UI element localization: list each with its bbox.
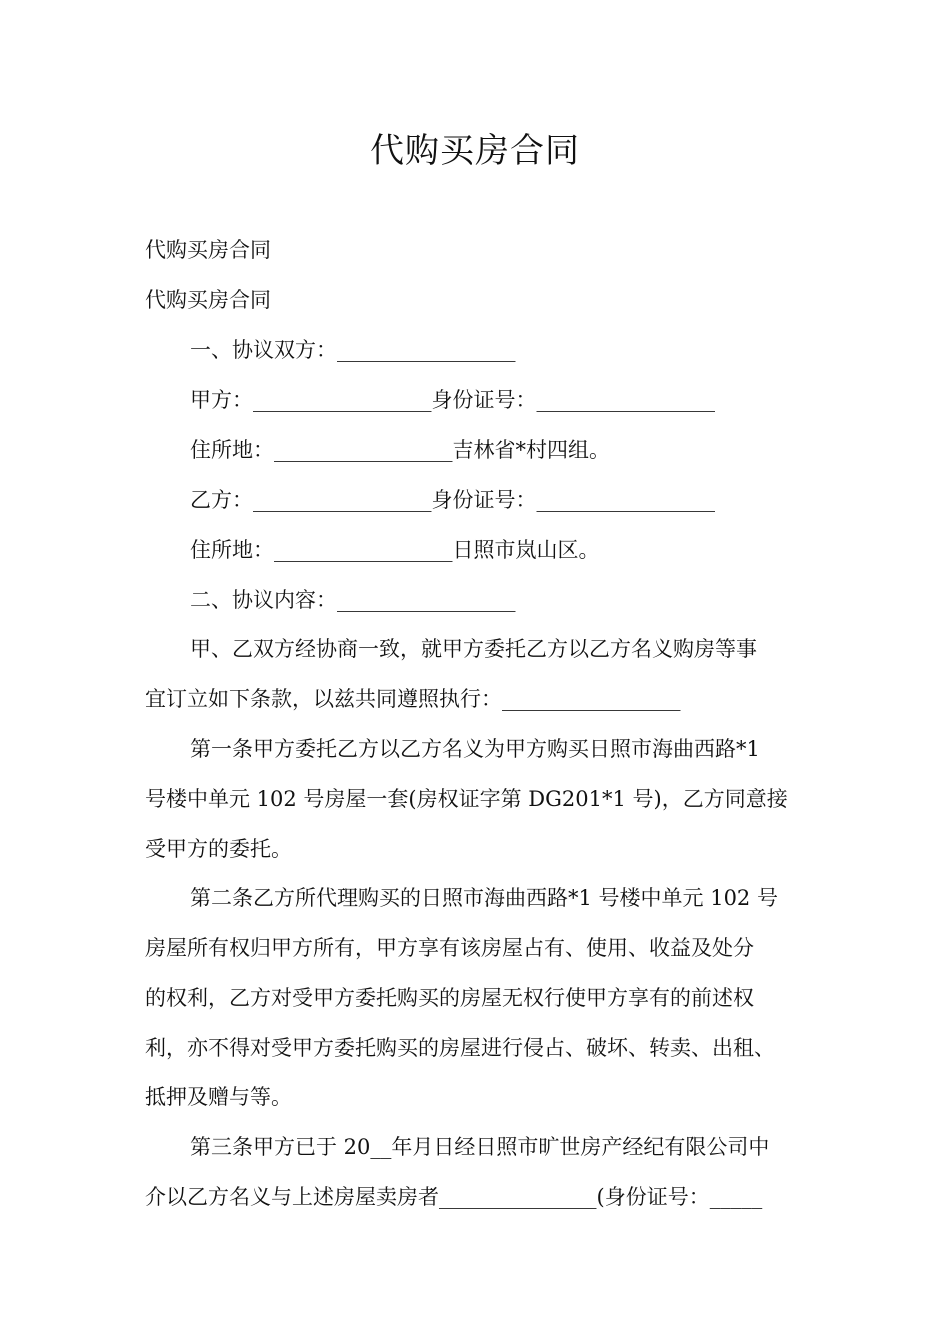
party-b-line: 乙方：_________________身份证号：_________________ [190, 488, 715, 512]
paragraph-line: 的权利，乙方对受甲方委托购买的房屋无权行使甲方享有的前述权 [145, 986, 754, 1010]
subtitle-line-2: 代购买房合同 [145, 288, 271, 312]
paragraph-line: 介以乙方名义与上述房屋卖房者_______________(身份证号：_____ [145, 1185, 763, 1209]
party-a-line: 甲方：_________________身份证号：_________________ [190, 388, 715, 412]
paragraph-line: 房屋所有权归甲方所有，甲方享有该房屋占有、使用、收益及处分 [145, 936, 754, 960]
paragraph-line: 受甲方的委托。 [145, 837, 292, 861]
section-parties-heading: 一、协议双方：_________________ [190, 338, 516, 362]
document-title: 代购买房合同 [370, 131, 580, 171]
party-a-address-line: 住所地：_________________吉林省*村四组。 [190, 438, 610, 462]
paragraph-line: 甲、乙双方经协商一致，就甲方委托乙方以乙方名义购房等事 [190, 637, 757, 661]
paragraph-line: 利，亦不得对受甲方委托购买的房屋进行侵占、破坏、转卖、出租、 [145, 1036, 775, 1060]
paragraph-line: 宜订立如下条款，以兹共同遵照执行：_________________ [145, 687, 681, 711]
subtitle-line-1: 代购买房合同 [145, 238, 271, 262]
paragraph-line: 抵押及赠与等。 [145, 1085, 292, 1109]
paragraph-line: 号楼中单元 102 号房屋一套(房权证字第 DG201*1 号)，乙方同意接 [145, 787, 788, 811]
section-content-heading: 二、协议内容：_________________ [190, 588, 516, 612]
paragraph-line: 第一条甲方委托乙方以乙方名义为甲方购买日照市海曲西路*1 [190, 737, 760, 761]
paragraph-line: 第三条甲方已于 20__年月日经日照市旷世房产经纪有限公司中 [190, 1135, 770, 1159]
party-b-address-line: 住所地：_________________日照市岚山区。 [190, 538, 600, 562]
paragraph-line: 第二条乙方所代理购买的日照市海曲西路*1 号楼中单元 102 号 [190, 886, 778, 910]
